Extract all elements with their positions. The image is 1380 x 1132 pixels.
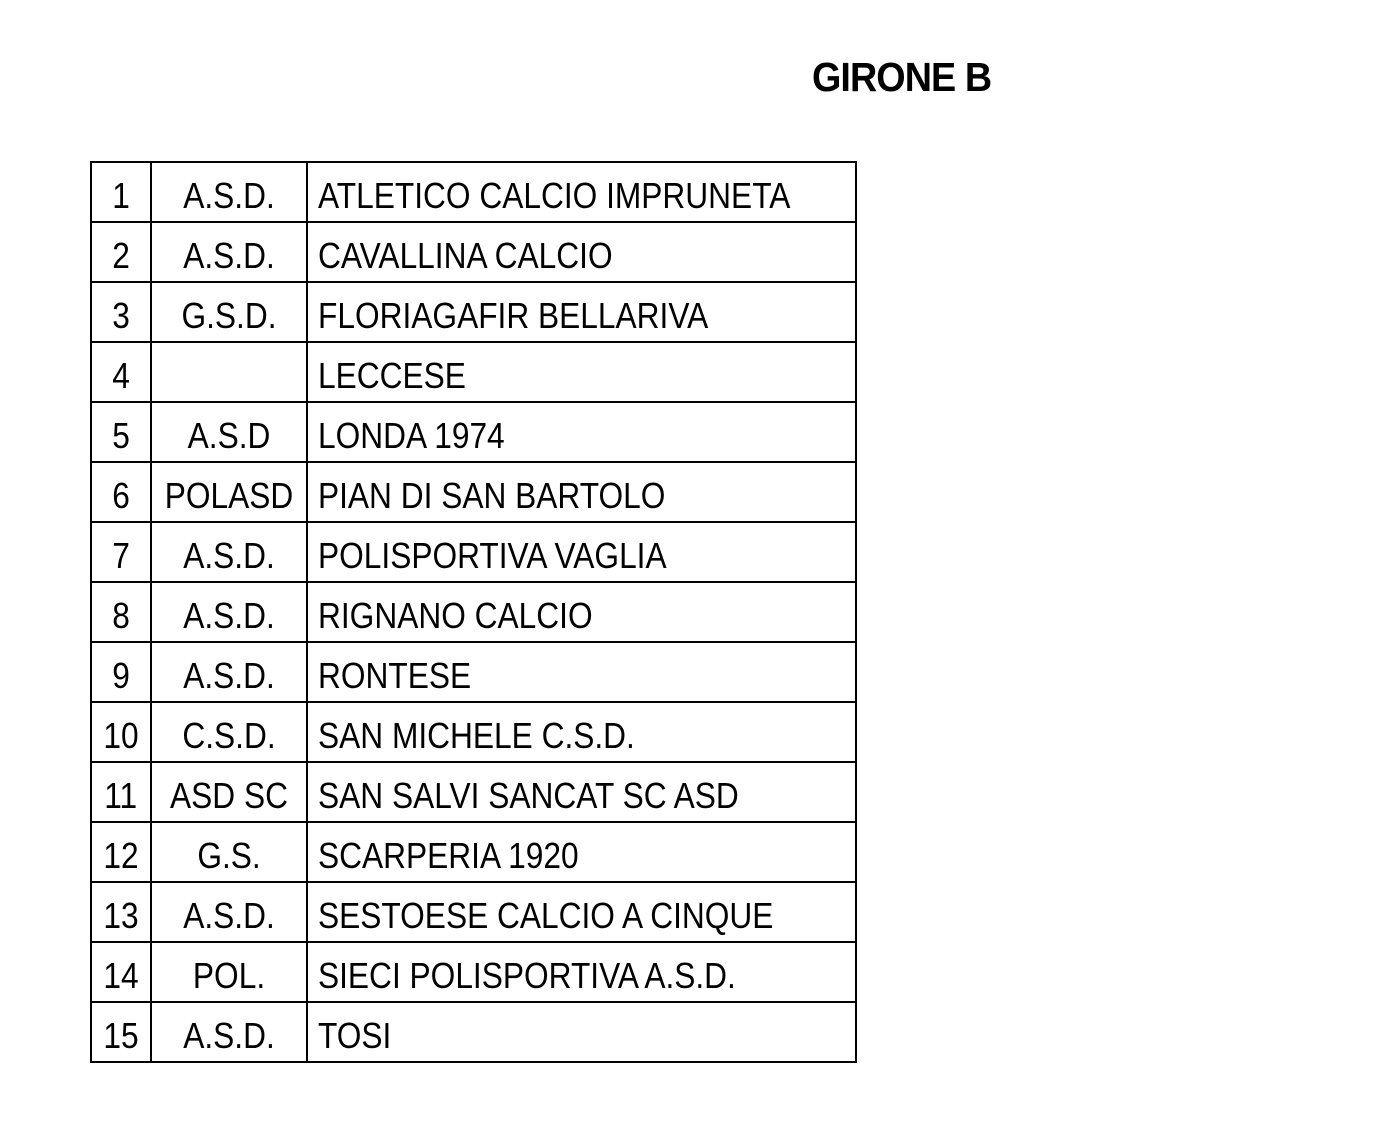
team-number: 10 [103, 715, 139, 756]
team-name: SAN SALVI SANCAT SC ASD [318, 775, 739, 816]
table-row [91, 162, 856, 222]
table-row [91, 1002, 856, 1062]
team-type: A.S.D. [183, 655, 275, 696]
team-number: 14 [103, 955, 139, 996]
team-number: 4 [112, 355, 130, 396]
page-title: GIRONE B [812, 54, 992, 100]
team-name: PIAN DI SAN BARTOLO [318, 475, 666, 516]
table-row [91, 522, 856, 582]
team-number-cell [91, 702, 151, 762]
team-number: 1 [112, 175, 130, 216]
table-row [91, 942, 856, 1002]
team-type-cell [151, 402, 307, 462]
team-name: SAN MICHELE C.S.D. [318, 715, 635, 756]
team-number: 8 [112, 595, 130, 636]
team-number: 5 [112, 415, 130, 456]
team-name-cell [307, 642, 856, 702]
team-number-cell [91, 282, 151, 342]
team-name: RONTESE [318, 655, 472, 696]
team-name-cell [307, 282, 856, 342]
team-number-cell [91, 882, 151, 942]
team-number-cell [91, 642, 151, 702]
team-name: TOSI [318, 1015, 392, 1056]
team-type: POL. [192, 955, 266, 996]
team-type-cell [151, 882, 307, 942]
team-number-cell [91, 402, 151, 462]
team-name: POLISPORTIVA VAGLIA [318, 535, 667, 576]
team-type: A.S.D [187, 415, 271, 456]
team-name-cell [307, 882, 856, 942]
team-number-cell [91, 162, 151, 222]
team-type-cell [151, 582, 307, 642]
team-type-cell [151, 522, 307, 582]
team-name: RIGNANO CALCIO [318, 595, 593, 636]
team-number-cell [91, 822, 151, 882]
team-type: A.S.D. [183, 895, 275, 936]
team-type-cell [151, 822, 307, 882]
table-row [91, 222, 856, 282]
team-name-cell [307, 162, 856, 222]
team-number-cell [91, 762, 151, 822]
team-type-cell [151, 642, 307, 702]
teams-table-body [91, 162, 856, 1062]
team-type-cell [151, 342, 307, 402]
team-name-cell [307, 402, 856, 462]
team-number-cell [91, 342, 151, 402]
team-number: 2 [112, 235, 130, 276]
team-type-cell [151, 282, 307, 342]
team-number-cell [91, 462, 151, 522]
team-type: POLASD [164, 475, 294, 516]
team-number: 11 [104, 775, 138, 816]
team-name: CAVALLINA CALCIO [318, 235, 613, 276]
team-name-cell [307, 822, 856, 882]
team-number-cell [91, 222, 151, 282]
team-number-cell [91, 1002, 151, 1062]
team-number: 15 [103, 1015, 139, 1056]
team-name: FLORIAGAFIR BELLARIVA [318, 295, 709, 336]
team-number: 7 [112, 535, 130, 576]
team-type: C.S.D. [182, 715, 276, 756]
team-type: A.S.D. [183, 535, 275, 576]
table-row [91, 462, 856, 522]
team-type: ASD SC [170, 775, 288, 816]
team-type-cell [151, 702, 307, 762]
team-type: A.S.D. [183, 175, 275, 216]
team-name-cell [307, 942, 856, 1002]
team-number-cell [91, 582, 151, 642]
table-row [91, 822, 856, 882]
team-name: SCARPERIA 1920 [318, 835, 579, 876]
team-number-cell [91, 942, 151, 1002]
team-name-cell [307, 582, 856, 642]
team-name: ATLETICO CALCIO IMPRUNETA [318, 175, 791, 216]
team-type-cell [151, 1002, 307, 1062]
team-name-cell [307, 522, 856, 582]
team-name-cell [307, 702, 856, 762]
team-number-cell [91, 522, 151, 582]
team-name-cell [307, 1002, 856, 1062]
team-name: SESTOESE CALCIO A CINQUE [318, 895, 774, 936]
team-number: 12 [103, 835, 139, 876]
team-number: 13 [103, 895, 139, 936]
team-name-cell [307, 222, 856, 282]
table-row [91, 762, 856, 822]
table-row [91, 402, 856, 462]
team-type: A.S.D. [183, 595, 275, 636]
team-type-cell [151, 462, 307, 522]
table-row [91, 582, 856, 642]
team-name-cell [307, 762, 856, 822]
team-name: SIECI POLISPORTIVA A.S.D. [318, 955, 736, 996]
team-type-cell [151, 762, 307, 822]
table-row [91, 702, 856, 762]
team-type: G.S. [197, 835, 261, 876]
team-name-cell [307, 462, 856, 522]
team-type: A.S.D. [183, 235, 275, 276]
table-row [91, 882, 856, 942]
team-number: 3 [112, 295, 130, 336]
team-name: LECCESE [318, 355, 466, 396]
team-number: 6 [112, 475, 130, 516]
table-row [91, 642, 856, 702]
team-type: G.S.D. [181, 295, 277, 336]
team-type-cell [151, 222, 307, 282]
team-number: 9 [112, 655, 130, 696]
team-type-cell [151, 162, 307, 222]
team-type: A.S.D. [183, 1015, 275, 1056]
team-type-cell [151, 942, 307, 1002]
table-row [91, 342, 856, 402]
table-row [91, 282, 856, 342]
team-name: LONDA 1974 [318, 415, 505, 456]
teams-table [90, 161, 857, 1063]
team-name-cell [307, 342, 856, 402]
